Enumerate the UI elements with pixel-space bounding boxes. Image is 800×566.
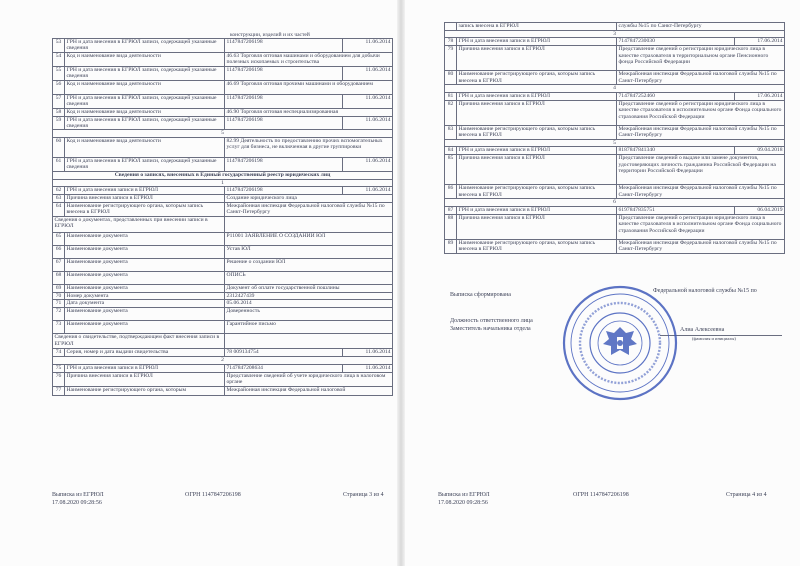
row-value: 1147847206198 <box>225 187 343 195</box>
table-row <box>53 349 393 357</box>
table-row <box>445 155 785 185</box>
row-label: Причина внесения записи в ЕГРЮЛ <box>457 214 617 239</box>
right-footer-datetime: 17.08.2020 09:28:56 <box>438 500 488 506</box>
row-label: Дата документа <box>65 300 225 308</box>
row-number: 68 <box>53 272 65 285</box>
row-label: Наименование документа <box>65 285 225 293</box>
section-header-empty <box>225 334 393 349</box>
right-register-table <box>444 22 785 254</box>
left-footer-page-number: Страница 3 из 4 <box>343 492 384 498</box>
row-value: Документ об оплате государственной пошлины <box>225 285 393 293</box>
section-header <box>53 334 393 349</box>
section-header-text: Сведения о записях, внесенных в Единый государственный реестр юридических лиц <box>53 171 393 179</box>
row-value: Создание юридического лица <box>225 195 393 203</box>
row-value: ОПИСЬ <box>225 272 393 285</box>
row-label: Причина внесения записи в ЕГРЮЛ <box>65 372 225 386</box>
row-label: Наименование регистрирующего органа, которым запись внесена в ЕГРЮЛ <box>457 185 617 199</box>
right-footer-extract: Выписка из ЕГРЮЛ <box>438 492 490 498</box>
row-number: 58 <box>53 108 65 116</box>
right-footer-ogrn: ОГРН 1147847206198 <box>573 492 629 498</box>
record-group-header <box>53 357 393 364</box>
row-number: 87 <box>445 206 457 214</box>
table-row <box>53 66 393 80</box>
table-row <box>53 386 393 395</box>
row-value: Устав ЮЛ <box>225 246 393 259</box>
row-label: Наименование регистрирующего органа, которым <box>65 386 225 395</box>
table-row <box>445 125 785 139</box>
row-number: 60 <box>53 137 65 157</box>
row-date: 09.04.2018 <box>735 147 785 155</box>
table-row <box>53 108 393 116</box>
row-number: 54 <box>53 52 65 66</box>
section-header <box>53 171 393 179</box>
record-group-header <box>445 85 785 92</box>
section-header <box>53 217 393 233</box>
row-label: ГРН и дата внесения в ЕГРЮЛ записи, содержащей указанные сведения <box>65 116 225 130</box>
row-value: Р11001 ЗАЯВЛЕНИЕ О СОЗДАНИИ ЮЛ <box>225 233 393 246</box>
row-label: Наименование документа <box>65 233 225 246</box>
row-number: 85 <box>445 155 457 185</box>
table-row <box>445 147 785 155</box>
row-value: Гарантийное письмо <box>225 321 393 334</box>
row-number: 53 <box>53 39 65 53</box>
section-header-empty <box>225 217 393 233</box>
row-number: 66 <box>53 246 65 259</box>
row-value: Представление сведений об учете юридического лица в налоговом органе <box>225 372 393 386</box>
row-number: 69 <box>53 285 65 293</box>
row-date: 17.06.2014 <box>735 38 785 46</box>
row-number: 86 <box>445 185 457 199</box>
table-row <box>53 94 393 108</box>
table-row <box>445 185 785 199</box>
table-row <box>53 203 393 217</box>
signatory-name: Алиа Алексеевна <box>680 327 725 333</box>
record-group-number: 4 <box>445 85 785 92</box>
row-date: 17.06.2014 <box>735 92 785 100</box>
signatory-name-hint: (фамилия и инициалы) <box>692 336 736 341</box>
record-group-number: 3 <box>445 31 785 38</box>
table-row <box>445 23 785 31</box>
row-label: Наименование документа <box>65 272 225 285</box>
row-label: ГРН и дата внесения записи в ЕГРЮЛ <box>65 364 225 372</box>
row-number <box>445 23 457 31</box>
official-seal-stamp <box>560 283 680 403</box>
table-row <box>53 246 393 259</box>
row-value: 1147847206198 <box>225 39 343 53</box>
row-value: Межрайонная инспекция Федеральной налоговой службы №15 по Санкт-Петербургу <box>617 185 785 199</box>
row-value: Межрайонная инспекция Федеральной налоговой службы №15 по Санкт-Петербургу <box>225 203 393 217</box>
table-row <box>53 372 393 386</box>
table-row <box>445 92 785 100</box>
row-value: 7147847208634 <box>225 364 343 372</box>
right-footer-page-number: Страница 4 из 4 <box>726 492 767 498</box>
row-date: 11.06.2014 <box>343 66 393 80</box>
row-date: 11.06.2014 <box>343 94 393 108</box>
row-value: 46.63 Торговля оптовая машинами и оборудованием для добычи полезных ископаемых и строительства <box>225 52 393 66</box>
table-row <box>53 39 393 53</box>
left-register-table <box>52 38 393 396</box>
row-label: ГРН и дата внесения записи в ЕГРЮЛ <box>457 147 617 155</box>
responsible-position-label: Должность ответственного лица <box>450 318 533 324</box>
left-footer-ogrn: ОГРН 1147847206198 <box>185 492 241 498</box>
table-row <box>53 187 393 195</box>
row-value: 8187847841340 <box>617 147 735 155</box>
row-number: 74 <box>53 349 65 357</box>
table-row <box>445 46 785 71</box>
row-number: 64 <box>53 203 65 217</box>
record-group-number: 6 <box>445 199 785 206</box>
record-group-number: 5 <box>445 139 785 146</box>
row-label: ГРН и дата внесения записи в ЕГРЮЛ <box>457 206 617 214</box>
row-label: Код и наименование вида деятельности <box>65 108 225 116</box>
row-number: 57 <box>53 94 65 108</box>
table-row <box>445 206 785 214</box>
record-group-header <box>53 130 393 137</box>
row-value: 1147847206198 <box>225 66 343 80</box>
row-date: 06.04.2019 <box>735 206 785 214</box>
cut-off-text: конструкции, изделий и их частей <box>230 32 310 38</box>
row-value: службы №15 по Санкт-Петербургу <box>617 23 785 31</box>
row-number: 73 <box>53 321 65 334</box>
row-value: 05.06.2014 <box>225 300 393 308</box>
left-footer-datetime: 17.08.2020 09:28:56 <box>52 500 102 506</box>
row-number: 88 <box>445 214 457 239</box>
row-value: 82.99 Деятельность по предоставлению прочих вспомогательных услуг для бизнеса, не включенная в другие группировки <box>225 137 393 157</box>
row-label: Наименование документа <box>65 321 225 334</box>
row-value: 2312427439 <box>225 293 393 300</box>
row-label: Наименование регистрирующего органа, которым запись внесена в ЕГРЮЛ <box>65 203 225 217</box>
row-date: 11.06.2014 <box>343 349 393 357</box>
row-number: 62 <box>53 187 65 195</box>
table-row <box>53 195 393 203</box>
row-date: 11.06.2014 <box>343 364 393 372</box>
row-number: 82 <box>445 100 457 125</box>
row-label: ГРН и дата внесения в ЕГРЮЛ записи, содержащей указанные сведения <box>65 39 225 53</box>
row-label: Наименование документа <box>65 246 225 259</box>
section-header-text: Сведения о документах, представленных при внесении записи в ЕГРЮЛ <box>53 217 225 233</box>
table-row <box>53 364 393 372</box>
record-group-header <box>445 139 785 146</box>
record-group-number: 2 <box>53 357 393 364</box>
row-label: Номер документа <box>65 293 225 300</box>
table-row <box>53 259 393 272</box>
table-row <box>53 308 393 321</box>
row-value: Представление сведений о регистрации юридического лица в качестве страхователя в исполнительном органе Фонда социального страхования Российской Федерации <box>617 214 785 239</box>
table-row <box>53 116 393 130</box>
row-value: 1147847206198 <box>225 157 343 171</box>
row-number: 72 <box>53 308 65 321</box>
row-label: ГРН и дата внесения в ЕГРЮЛ записи, содержащей указанные сведения <box>65 66 225 80</box>
row-label: Наименование регистрирующего органа, которым запись внесена в ЕГРЮЛ <box>457 239 617 253</box>
table-row <box>53 300 393 308</box>
row-number: 70 <box>53 293 65 300</box>
table-row <box>53 285 393 293</box>
authority-text: Федеральной налоговой службы №15 по <box>653 288 757 294</box>
row-date: 11.06.2014 <box>343 39 393 53</box>
row-value: 1147847206198 <box>225 116 343 130</box>
row-value: 78 009134754 <box>225 349 343 357</box>
row-value: 6197847835751 <box>617 206 735 214</box>
table-row <box>445 38 785 46</box>
row-label: ГРН и дата внесения записи в ЕГРЮЛ <box>457 92 617 100</box>
row-number: 77 <box>53 386 65 395</box>
row-number: 67 <box>53 259 65 272</box>
row-label: Наименование регистрирующего органа, которым запись внесена в ЕГРЮЛ <box>457 125 617 139</box>
record-group-number: 5 <box>53 130 393 137</box>
row-number: 83 <box>445 125 457 139</box>
row-number: 89 <box>445 239 457 253</box>
row-value: Межрайонная инспекция Федеральной налоговой службы №15 по Санкт-Петербургу <box>617 125 785 139</box>
row-label: ГРН и дата внесения в ЕГРЮЛ записи, содержащей указанные сведения <box>65 157 225 171</box>
row-label: Код и наименование вида деятельности <box>65 52 225 66</box>
table-row <box>53 293 393 300</box>
row-number: 81 <box>445 92 457 100</box>
page-fold-shadow <box>397 0 405 566</box>
row-value: 7147847252460 <box>617 92 735 100</box>
row-label: Причина внесения записи в ЕГРЮЛ <box>457 100 617 125</box>
record-group-header <box>445 199 785 206</box>
row-label: Код и наименование вида деятельности <box>65 137 225 157</box>
row-number: 55 <box>53 66 65 80</box>
row-label: ГРН и дата внесения записи в ЕГРЮЛ <box>457 38 617 46</box>
table-row <box>53 233 393 246</box>
table-row <box>445 214 785 239</box>
row-label: Наименование документа <box>65 308 225 321</box>
row-number: 65 <box>53 233 65 246</box>
row-label: Код и наименование вида деятельности <box>65 80 225 94</box>
row-number: 71 <box>53 300 65 308</box>
row-date: 11.06.2014 <box>343 187 393 195</box>
table-row <box>53 157 393 171</box>
row-label: запись внесена в ЕГРЮЛ <box>457 23 617 31</box>
row-number: 79 <box>445 46 457 71</box>
row-number: 78 <box>445 38 457 46</box>
responsible-position-value: Заместитель начальника отдела <box>450 326 531 332</box>
row-label: ГРН и дата внесения в ЕГРЮЛ записи, содержащей указанные сведения <box>65 94 225 108</box>
record-group-number: 1 <box>53 179 393 186</box>
row-label: Причина внесения записи в ЕГРЮЛ <box>457 46 617 71</box>
row-label: Наименование регистрирующего органа, которым запись внесена в ЕГРЮЛ <box>457 71 617 85</box>
extract-formed-label: Выписка сформирована <box>450 292 511 298</box>
table-row <box>445 71 785 85</box>
row-number: 61 <box>53 157 65 171</box>
record-group-header <box>445 31 785 38</box>
row-value: Решение о создании ЮЛ <box>225 259 393 272</box>
row-number: 63 <box>53 195 65 203</box>
row-value: Межрайонная инспекция Федеральной налоговой <box>225 386 393 395</box>
left-footer-extract: Выписка из ЕГРЮЛ <box>52 492 104 498</box>
row-number: 75 <box>53 364 65 372</box>
row-number: 56 <box>53 80 65 94</box>
row-number: 84 <box>445 147 457 155</box>
row-value: Доверенность <box>225 308 393 321</box>
row-value: Представление сведений о регистрации юридического лица в качестве страхователя в исполнительном органе Фонда социального страхования Российской Федерации <box>617 100 785 125</box>
row-value: 1147847206198 <box>225 94 343 108</box>
table-row <box>53 321 393 334</box>
row-date: 11.06.2014 <box>343 116 393 130</box>
row-value: 7147847230030 <box>617 38 735 46</box>
row-value: Представление сведений о регистрации юридического лица в качестве страхователя в территориальном органе Пенсионного фонда Российской Федерации <box>617 46 785 71</box>
row-value: Межрайонная инспекция Федеральной налоговой службы №15 по Санкт-Петербургу <box>617 71 785 85</box>
row-value: 46.90 Торговля оптовая неспециализированная <box>225 108 393 116</box>
table-row <box>445 239 785 253</box>
row-number: 76 <box>53 372 65 386</box>
row-number: 80 <box>445 71 457 85</box>
table-row <box>445 100 785 125</box>
table-row <box>53 80 393 94</box>
row-label: ГРН и дата внесения записи в ЕГРЮЛ <box>65 187 225 195</box>
table-row <box>53 137 393 157</box>
row-label: Причина внесения записи в ЕГРЮЛ <box>65 195 225 203</box>
row-value: Межрайонная инспекция Федеральной налоговой службы №15 по Санкт-Петербургу <box>617 239 785 253</box>
record-group-header <box>53 179 393 186</box>
row-date: 11.06.2014 <box>343 157 393 171</box>
table-row <box>53 52 393 66</box>
row-label: Причина внесения записи в ЕГРЮЛ <box>457 155 617 185</box>
row-label: Серия, номер и дата выдачи свидетельства <box>65 349 225 357</box>
row-value: 46.69 Торговля оптовая прочими машинами и оборудованием <box>225 80 393 94</box>
row-number: 59 <box>53 116 65 130</box>
section-header-text: Сведения о свидетельстве, подтверждающем факт внесения записи в ЕГРЮЛ <box>53 334 225 349</box>
row-label: Наименование документа <box>65 259 225 272</box>
table-row <box>53 272 393 285</box>
row-value: Представление сведений о выдаче или замене документов, удостоверяющих личность гражданина Российской Федерации на территории Российской Федерации <box>617 155 785 185</box>
